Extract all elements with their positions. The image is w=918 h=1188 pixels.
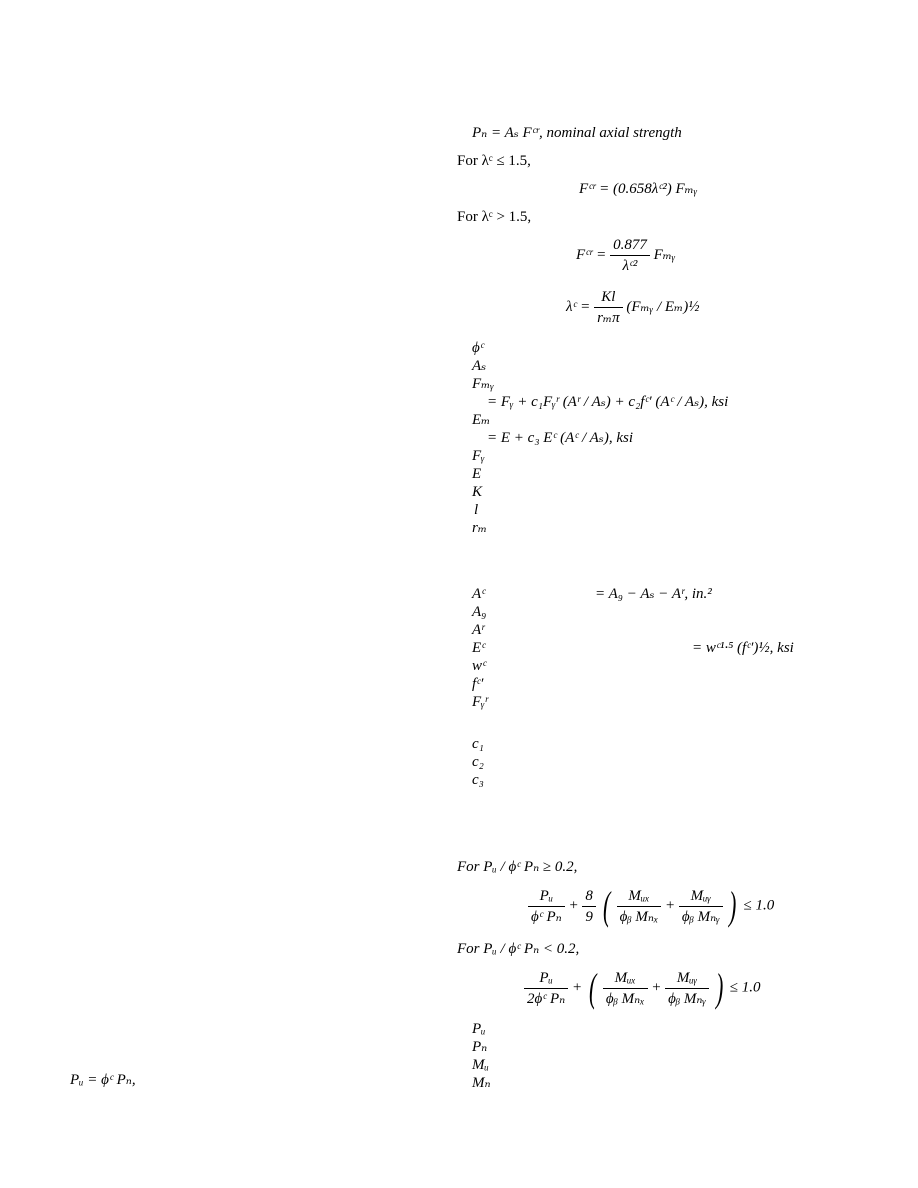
int1-frac-mx: [617, 887, 662, 926]
eq-slenderness-den: rₘπ: [597, 310, 620, 326]
eq-slenderness: [566, 288, 699, 327]
eq-fcr-elastic-lhs: Fᶜʳ =: [576, 246, 607, 263]
int2-num-axial: Pᵤ: [524, 969, 568, 989]
int2-frac-axial: [524, 969, 568, 1008]
eq-fcr-inelastic: Fᶜʳ = (0.658λᶜ²) Fₘᵧ: [579, 181, 698, 197]
symbol-fyr: Fᵧʳ: [472, 694, 488, 710]
condition-ratio-ge: For Pᵤ / ϕᶜ Pₙ ≥ 0.2,: [457, 859, 578, 875]
symbol-em: Eₘ: [472, 412, 491, 428]
eq-fcr-elastic-rhs: Fₘᵧ: [653, 246, 676, 263]
int1-paren-right: ): [729, 883, 737, 928]
int1-plus-2: +: [665, 897, 676, 914]
int1-frac-my: [679, 887, 723, 926]
int1-paren-left: (: [602, 883, 610, 928]
eq-left-pu: Pᵤ = ϕᶜ Pₙ,: [70, 1072, 136, 1088]
eq-slenderness-fraction: [594, 288, 623, 327]
int1-den-coef: 9: [585, 908, 593, 925]
int2-den-my: ϕᵦ Mₙᵧ: [668, 990, 706, 1007]
eq-fcr-elastic-num: 0.877: [610, 236, 650, 256]
int2-plus: +: [571, 979, 583, 996]
symbol-pn: Pₙ: [472, 1039, 488, 1055]
eq-fcr-elastic: [576, 236, 675, 275]
int1-num-axial: Pᵤ: [528, 887, 565, 907]
int2-num-mx: Mᵤₓ: [603, 969, 648, 989]
int2-frac-my: [665, 969, 709, 1008]
symbol-phi-c: ϕᶜ: [472, 340, 484, 356]
symbol-c3: c₃: [472, 772, 484, 788]
int2-den-axial: 2ϕᶜ Pₙ: [527, 990, 566, 1007]
symbol-ar: Aʳ: [472, 622, 485, 638]
symbol-ac: Aᶜ: [472, 586, 486, 602]
condition-lambda-le: For λᶜ ≤ 1.5,: [457, 153, 531, 169]
eq-nominal-axial-strength: Pₙ = Aₛ Fᶜʳ, nominal axial strength: [472, 125, 682, 141]
symbol-l: l: [474, 502, 479, 518]
int2-frac-mx: [603, 969, 648, 1008]
eq-interaction-1: [528, 883, 775, 928]
eq-fcr-elastic-den: λᶜ²: [622, 258, 638, 274]
int1-frac-axial: [528, 887, 565, 926]
eq-slenderness-num: Kl: [594, 288, 623, 308]
eq-ac-definition: = A₉ − Aₛ − Aʳ, in.²: [595, 586, 712, 602]
symbol-rm: rₘ: [472, 520, 488, 536]
int2-paren-left: (: [588, 965, 597, 1010]
int1-den-mx: ϕᵦ Mₙₓ: [619, 908, 659, 925]
int1-num-coef: 8: [582, 887, 596, 907]
symbol-fmy: Fₘᵧ: [472, 376, 494, 392]
int1-den-axial: ϕᶜ Pₙ: [531, 908, 562, 925]
symbol-pu: Pᵤ: [472, 1021, 486, 1037]
symbol-e: E: [472, 466, 482, 482]
symbol-as: Aₛ: [472, 358, 487, 374]
int2-rhs: ≤ 1.0: [729, 979, 761, 996]
symbol-fy: Fᵧ: [472, 448, 485, 464]
condition-lambda-gt: For λᶜ > 1.5,: [457, 209, 532, 225]
int1-num-my: Mᵤᵧ: [679, 887, 723, 907]
int1-den-my: ϕᵦ Mₙᵧ: [681, 908, 720, 925]
symbol-ec: Eᶜ: [472, 640, 486, 656]
symbol-mn: Mₙ: [472, 1075, 491, 1091]
symbol-mu: Mᵤ: [472, 1057, 489, 1073]
int2-plus-2: +: [651, 979, 662, 996]
int1-num-mx: Mᵤₓ: [617, 887, 662, 907]
symbol-c1: c₁: [472, 736, 484, 752]
symbol-k: K: [472, 484, 483, 500]
eq-em-definition: = E + c₃ Eᶜ (Aᶜ / Aₛ), ksi: [487, 430, 634, 446]
eq-fcr-elastic-fraction: [610, 236, 650, 275]
eq-slenderness-lhs: λᶜ =: [566, 298, 591, 315]
int1-rhs: ≤ 1.0: [743, 897, 775, 914]
int2-paren-right: ): [715, 965, 724, 1010]
eq-slenderness-rhs: (Fₘᵧ / Eₘ)½: [626, 298, 700, 315]
eq-fmy-definition: = Fᵧ + c₁Fᵧʳ (Aʳ / Aₛ) + c₂fᶜ′ (Aᶜ / Aₛ), ksi: [487, 394, 729, 410]
condition-ratio-lt: For Pᵤ / ϕᶜ Pₙ < 0.2,: [457, 941, 580, 957]
int1-plus: +: [568, 897, 579, 914]
symbol-ag: A₉: [472, 604, 487, 620]
int2-den-mx: ϕᵦ Mₙₓ: [605, 990, 645, 1007]
int1-frac-coef: [582, 887, 596, 926]
eq-interaction-2: [524, 965, 761, 1010]
symbol-fc-prime: fᶜ′: [472, 676, 484, 692]
eq-ec-definition: = wᶜ¹·⁵ (fᶜ′)½, ksi: [692, 640, 794, 656]
symbol-wc: wᶜ: [472, 658, 486, 674]
int2-num-my: Mᵤᵧ: [665, 969, 709, 989]
symbol-c2: c₂: [472, 754, 484, 770]
